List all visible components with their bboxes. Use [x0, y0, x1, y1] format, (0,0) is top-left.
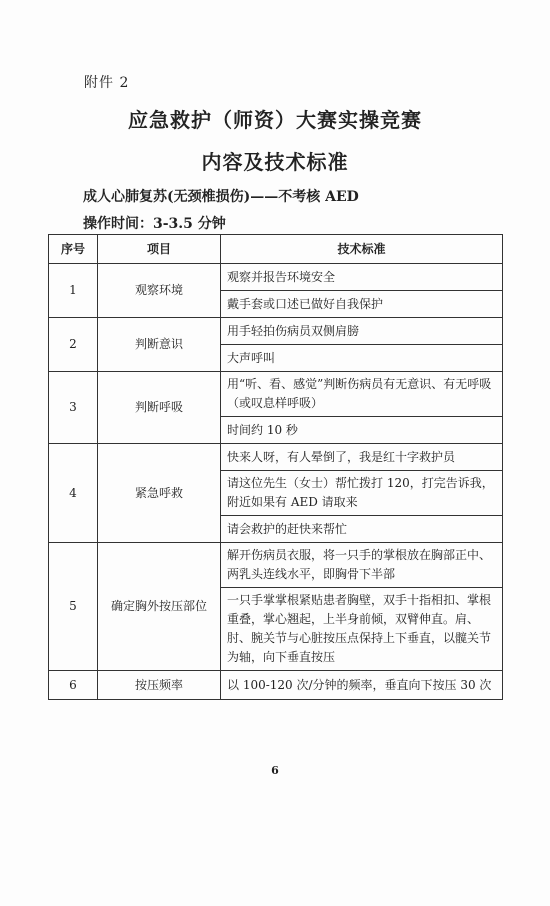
- row-standard: 戴手套或口述已做好自我保护: [221, 291, 503, 318]
- row-no: 3: [49, 372, 98, 444]
- row-item: 判断呼吸: [98, 372, 221, 444]
- table-row: [49, 264, 503, 291]
- document-title-line1: 应急救护（师资）大赛实操竞赛: [128, 108, 422, 132]
- table-row: [49, 671, 503, 700]
- row-standard: 快来人呀，有人晕倒了，我是红十字救护员: [221, 444, 503, 471]
- section-subtitle: 成人心肺复苏(无颈椎损伤)——不考核 AED: [83, 189, 359, 205]
- table-row: [49, 372, 503, 417]
- row-no: 5: [49, 543, 98, 671]
- table-row: [49, 444, 503, 471]
- operation-time: 操作时间：3-3.5 分钟: [83, 216, 226, 232]
- row-item: 观察环境: [98, 264, 221, 318]
- row-item: 确定胸外按压部位: [98, 543, 221, 671]
- row-standard: 用手轻拍伤病员双侧肩膀: [221, 318, 503, 345]
- document-title-line2: 内容及技术标准: [201, 150, 349, 174]
- row-no: 4: [49, 444, 98, 543]
- row-item: 按压频率: [98, 671, 221, 700]
- header-item: 项目: [98, 235, 221, 264]
- attachment-label: 附件 2: [84, 75, 130, 91]
- header-no: 序号: [49, 235, 98, 264]
- row-no: 2: [49, 318, 98, 372]
- row-no: 1: [49, 264, 98, 318]
- table-row: [49, 318, 503, 345]
- standards-table: [48, 234, 503, 700]
- row-standard: 请会救护的赶快来帮忙: [221, 516, 503, 543]
- header-standard: 技术标准: [221, 235, 503, 264]
- page-number: 6: [271, 764, 279, 777]
- row-standard: 解开伤病员衣服，将一只手的掌根放在胸部正中、两乳头连线水平，即胸骨下半部: [221, 543, 503, 588]
- row-no: 6: [49, 671, 98, 700]
- table-header-row: [49, 235, 503, 264]
- row-standard: 时间约 10 秒: [221, 417, 503, 444]
- row-item: 判断意识: [98, 318, 221, 372]
- row-standard: 一只手掌掌根紧贴患者胸壁，双手十指相扣、掌根重叠，掌心翘起，上半身前倾，双臂伸直。肩、肘、腕关节与心脏按压点保持上下垂直，以髋关节为轴，向下垂直按压: [221, 588, 503, 671]
- row-standard: 用“听、看、感觉”判断伤病员有无意识、有无呼吸（或叹息样呼吸）: [221, 372, 503, 417]
- row-standard: 观察并报告环境安全: [221, 264, 503, 291]
- row-standard: 请这位先生（女士）帮忙拨打 120，打完告诉我，附近如果有 AED 请取来: [221, 471, 503, 516]
- row-item: 紧急呼救: [98, 444, 221, 543]
- table-row: [49, 543, 503, 588]
- row-standard: 大声呼叫: [221, 345, 503, 372]
- row-standard: 以 100-120 次/分钟的频率，垂直向下按压 30 次: [221, 671, 503, 700]
